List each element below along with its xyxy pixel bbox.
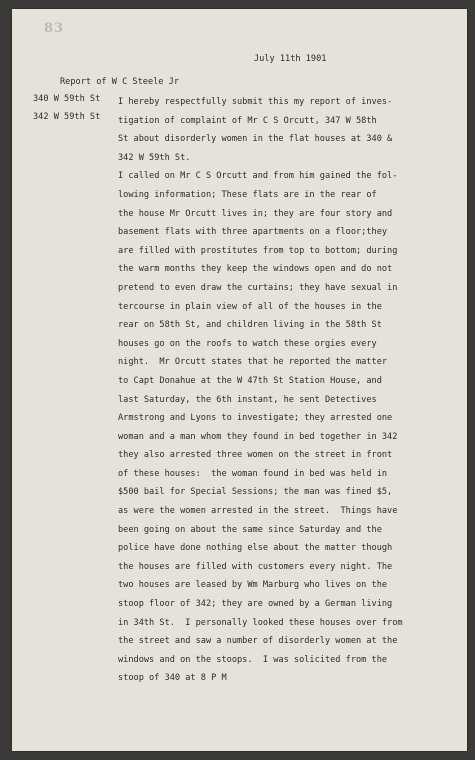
address-2: 342 W 59th St xyxy=(33,112,101,122)
report-line: rear on 58th St, and children living in the 58th St xyxy=(118,320,382,331)
report-line: the warm months they keep the windows open and do not xyxy=(118,264,393,275)
faint-pencil-note xyxy=(12,214,77,274)
report-body xyxy=(118,93,403,688)
report-line: houses go on the roofs to watch these orgies every xyxy=(118,338,377,349)
report-line: windows and on the stoops. I was solicited from the xyxy=(118,654,388,665)
document-page xyxy=(12,9,467,751)
report-line: to Capt Donahue at the W 47th St Station House, and xyxy=(118,375,382,386)
report-line: stoop of 340 at 8 P M xyxy=(118,673,227,684)
report-line: last Saturday, the 6th instant, he sent Detectives xyxy=(118,394,377,405)
report-line: $500 bail for Special Sessions; the man was fined $5, xyxy=(118,487,393,498)
report-line: woman and a man whom they found in bed together in 342 xyxy=(118,431,398,442)
report-line: two houses are leased by Wm Marburg who lives on the xyxy=(118,580,388,591)
report-line: police have done nothing else about the matter though xyxy=(118,543,393,554)
report-line: are filled with prostitutes from top to bottom; during xyxy=(118,245,398,256)
report-author: Report of W C Steele Jr xyxy=(60,77,179,87)
report-line: been going on about the same since Saturday and the xyxy=(118,524,382,535)
report-line: stoop floor of 342; they are owned by a German living xyxy=(118,599,393,610)
page-number: 83 xyxy=(44,21,65,36)
report-date: July 11th 1901 xyxy=(254,54,327,64)
report-line: the street and saw a number of disorderly women at the xyxy=(118,636,398,647)
report-line: in 34th St. I personally looked these houses over from xyxy=(118,617,403,628)
report-line: night. Mr Orcutt states that he reported the matter xyxy=(118,357,388,368)
report-line: Armstrong and Lyons to investigate; they arrested one xyxy=(118,413,393,424)
report-line: I called on Mr C S Orcutt and from him gained the fol- xyxy=(118,171,398,182)
report-line: of these houses: the woman found in bed was held in xyxy=(118,468,388,479)
report-line: tercourse in plain view of all of the houses in the xyxy=(118,301,382,312)
report-line: 342 W 59th St. xyxy=(118,152,191,163)
report-line: pretend to even draw the curtains; they have sexual in xyxy=(118,282,398,293)
address-1: 340 W 59th St xyxy=(33,94,101,104)
report-line: I hereby respectfully submit this my report of inves- xyxy=(118,97,393,107)
report-line: they also arrested three women on the street in front xyxy=(118,450,393,461)
report-line: the houses are filled with customers every night. The xyxy=(118,561,393,572)
report-line: the house Mr Orcutt lives in; they are four story and xyxy=(118,208,393,219)
report-line: as were the women arrested in the street. Things have xyxy=(118,506,398,517)
report-line: lowing information; These flats are in the rear of xyxy=(118,189,377,200)
report-line: basement flats with three apartments on a floor;they xyxy=(118,227,388,238)
report-line: tigation of complaint of Mr C S Orcutt, 347 W 58th xyxy=(118,115,377,126)
report-line: St about disorderly women in the flat houses at 340 & xyxy=(118,134,393,145)
